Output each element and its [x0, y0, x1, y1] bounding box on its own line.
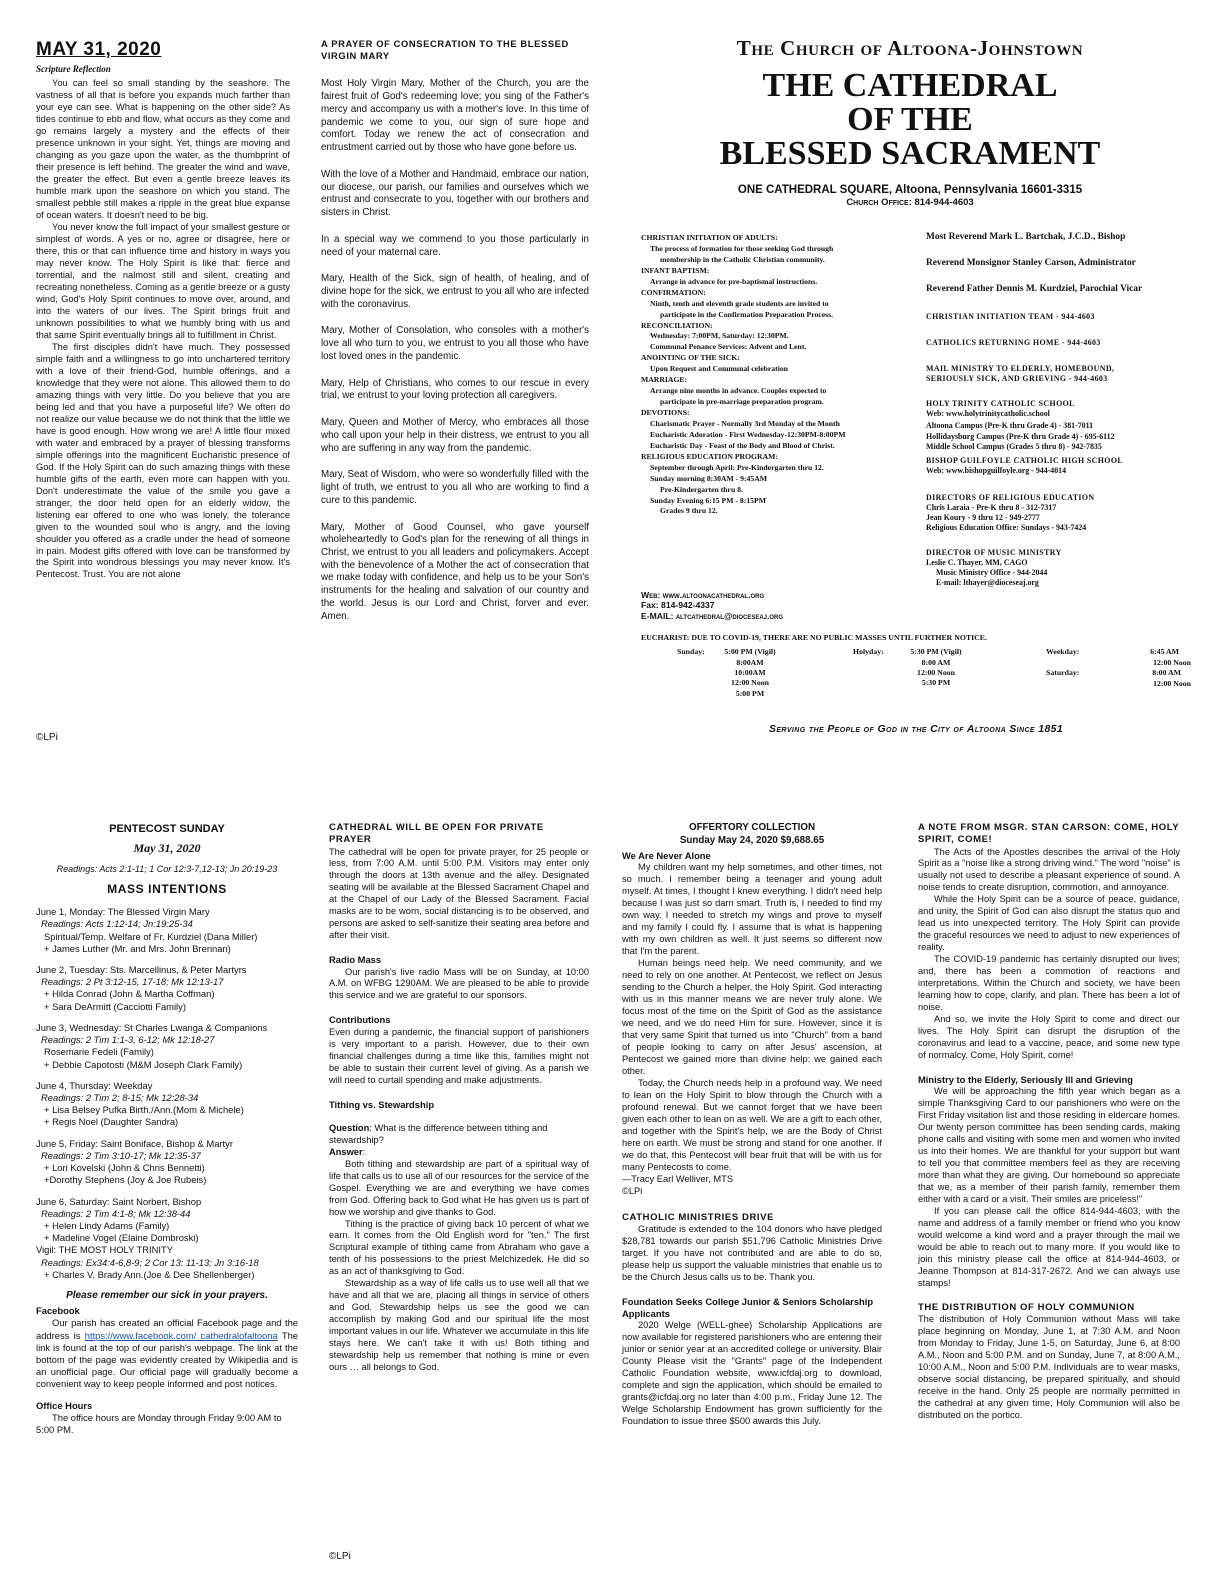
- prayer-paragraph: Mary, Mother of Consolation, who consoles with a mother's love all who turn to you, we entrust to you all those who have lost loved ones in the pandemic.: [321, 325, 589, 362]
- ministries-drive-heading: CATHOLIC MINISTRIES DRIVE: [622, 1211, 775, 1223]
- fax-number: Fax: 814-942-4337: [641, 600, 715, 611]
- never-alone-heading: We Are Never Alone: [622, 850, 711, 862]
- office-hours-heading: Office Hours: [36, 1399, 93, 1411]
- info-detail: Arrange nine months in advance. Couples expected to: [650, 386, 827, 396]
- never-alone-credit: ©LPi: [622, 1185, 643, 1196]
- vigil-readings: Readings: Ex34:4-6,8-9; 2 Cor 13: 11-13; Jn 3:16-18: [41, 1256, 259, 1268]
- prayer-paragraph: Mary, Seat of Wisdom, who were so wonderfully filled with the light of truth, we entrust to you all who are working to find a cure to this pandemic.: [321, 469, 589, 506]
- intention-item: Spiritual/Temp. Welfare of Fr. Kurdziel (Dana Miller): [44, 930, 258, 942]
- info-heading: DEVOTIONS:: [641, 408, 690, 417]
- facebook-heading: Facebook: [36, 1305, 80, 1317]
- prayer-paragraph: In a special way we commend to you those particularly in need of your maternal care.: [321, 233, 589, 258]
- never-alone-text: Human beings need help. We need community, and we need to rely on one another. At Pentecost, we reflect on Jesus sending to the Church a helper, the Holy Spirit. God interacting with us in this manner means we are never truly alone. We focus most of the time on the Spirit of God as the assistance we need, and we do need Him for sure. However, since it is that very same Spirit that turned us into "Church" from a band of people looking to carry on after Jesus' ascension, at Pentecost we gained more than divine help: we gained each other.: [622, 958, 882, 1077]
- mass-intention-day: [36, 1138, 298, 1187]
- staff-line: CATHOLICS RETURNING HOME - 944-4603: [926, 337, 1101, 347]
- elderly-ministry-heading: Ministry to the Elderly, Seriously Ill and Grieving: [918, 1074, 1133, 1086]
- cathedral-title-line: THE CATHEDRAL: [762, 67, 1058, 104]
- info-heading: CONFIRMATION:: [641, 287, 706, 297]
- intention-day-title: June 4, Thursday: Weekday: [36, 1079, 153, 1091]
- vigil-intention: + Charles V. Brady Ann.(Joe & Dee Shellenberger): [44, 1268, 255, 1280]
- mass-intention-day: [36, 964, 298, 1013]
- mass-time: 5:00 PM (Vigil): [724, 647, 776, 657]
- info-detail: Arrange in advance for pre-baptismal instructions.: [650, 276, 818, 286]
- feast-date: May 31, 2020: [133, 841, 201, 856]
- staff-line: E-mail: lthayer@dioceseaj.org: [936, 578, 1039, 588]
- intention-item: Rosemarie Fedeli (Family): [44, 1046, 154, 1058]
- staff-line: SERIOUSLY SICK, AND GRIEVING - 944-4603: [926, 374, 1108, 384]
- info-heading: RECONCILIATION:: [641, 320, 713, 330]
- open-prayer-text: The cathedral will be open for private prayer, for 25 people or less, from 7:00 A.M. until 5:00 P.M. Visitors may enter only through the doors at 13th avenue and the alley. Designated seating will be available at the Blessed Sacrament Chapel and at the Chapel of our Lady of the Blessed Sacrament. Facial masks are to be worn, social distancing is to be observed, and persons are asked to self-sanitize their seating area before and after their visit.: [329, 846, 589, 941]
- intention-item: + Sara DeArmitt (Cacciotti Family): [44, 1000, 186, 1012]
- never-alone-author: —Tracy Earl Welliver, MTS: [622, 1173, 734, 1184]
- mass-intention-day: [36, 906, 298, 955]
- email-link[interactable]: E-MAIL: altcathedral@dioceseaj.org: [641, 610, 784, 621]
- mass-time: 5:30 PM (Vigil): [910, 647, 962, 657]
- mass-time: 8:00 AM: [1152, 668, 1181, 678]
- tithing-credit: ©LPi: [329, 1551, 351, 1562]
- radio-mass-text: Our parish's live radio Mass will be on Sunday, at 10:00 A.M. on WFBG 1290AM. We are pleased to be able to provide this service and we are grateful to our sponsors.: [329, 966, 589, 1001]
- prayer-paragraph: Mary, Health of the Sick, sign of health, of healing, and of divine hope for the sick, we entrust to you all who are infected with the coronavirus.: [321, 273, 589, 310]
- mass-intentions-column: [36, 822, 298, 1436]
- church-phone: Church Office: 814-944-4603: [846, 197, 974, 208]
- offertory-heading: OFFERTORY COLLECTION: [688, 822, 816, 833]
- pastor-note-heading: A NOTE FROM MSGR. STAN CARSON: COME, HOLY SPIRIT, COME!: [918, 822, 1180, 846]
- staff-line: Leslie C. Thayer, MM, CAGO: [926, 557, 1028, 567]
- mass-time: 12:00 Noon: [731, 678, 769, 688]
- staff-line: Most Reverend Mark L. Bartchak, J.C.D., Bishop: [926, 232, 1126, 242]
- staff-line: Jean Koury - 9 thru 12 - 949-2777: [926, 513, 1040, 523]
- intention-readings: Readings: Acts 1:12-14; Jn:19:25-34: [41, 918, 193, 930]
- intention-item: + Regis Noel (Daughter Sandra): [44, 1116, 179, 1128]
- staff-line: Music Ministry Office - 944-2044: [936, 568, 1048, 578]
- tithing-answer: Tithing is the practice of giving back 10 percent of what we earn. It comes from the Old English word for "ten." The first Scriptural example of tithing came from Abraham who gave a tenth of his possessions to the priest Melchizedek. He did so as an act of thanksgiving to God.: [329, 1218, 589, 1277]
- intention-day-title: June 3, Wednesday: St Charles Lwanga & Companions: [36, 1021, 268, 1033]
- tithing-answer: Stewardship as a way of life calls us to use well all that we have and all that we are, placing all things in service of others and God. Stewardship helps us see the good we can accomplish by making God and our spiritual life the most important values in our life. Whatever we accumulate in this life stays here. We can't take it with us! Both tithing and stewardship help us remember that nothing is mine or even ours … all belongs to God.: [329, 1278, 589, 1373]
- sacraments-info: [641, 233, 917, 517]
- intention-item: + Debbie Capotosti (M&M Joseph Clark Family): [44, 1058, 243, 1070]
- staff-line: Chris Laraia - Pre-K thru 8 - 312-7317: [926, 502, 1057, 512]
- answer-label: Answer: [329, 1146, 363, 1157]
- reflection-paragraph: You never know the full impact of your smallest gesture or simplest of words. A yes or no, agree or disagree, here or there, this or that can influence time and history in ways you may never know. The Holy Spirit is like that: fierce and torrential, and the nalmost still and silent, creating and recreating nonetheless. Coming as a gentle breeze or a gusty wind, God's Holy Spirit continues to move over, around, and into the waters of our lives. The Spirit brings fruit and unknown possibilities to what we humbly bring with us and that same Spirit eventually brings all to fulfillment in Christ.: [36, 221, 290, 340]
- staff-line: MAIL MINISTRY TO ELDERLY, HOMEBOUND,: [926, 364, 1115, 374]
- info-heading: RELIGIOUS EDUCATION PROGRAM:: [641, 451, 778, 461]
- tithing-answer-label: [329, 1147, 589, 1159]
- eucharist-notice: EUCHARIST: DUE TO COVID-19, THERE ARE NO PUBLIC MASSES UNTIL FURTHER NOTICE.: [641, 633, 987, 642]
- parish-notices-column: [329, 822, 589, 1374]
- info-detail: Eucharistic Adoration - First Wednesday-12:30PM-8:00PM: [650, 429, 846, 439]
- answer-colon: :: [362, 1146, 366, 1157]
- office-hours-text: The office hours are Monday through Friday 9:00 AM to 5:00 PM.: [36, 1411, 282, 1436]
- info-detail: membership in the Catholic Christian community.: [660, 254, 825, 264]
- info-heading: INFANT BAPTISM:: [641, 265, 710, 275]
- feast-title: PENTECOST SUNDAY: [109, 823, 225, 835]
- info-heading: ANOINTING OF THE SICK:: [641, 353, 740, 363]
- sunday-times: [707, 647, 793, 699]
- info-detail: Communal Penance Services: Advent and Lent.: [650, 342, 807, 352]
- info-detail: The process of formation for those seeking God through: [650, 243, 834, 253]
- elderly-ministry-text: If you can please call the office 814-944-4603, with the name and address of a family member or friend who you know would welcome a kind word and a prayer through the mail we would be able to reach out to many more. If you would like to join this ministry please call the office at 814-944-4603, or Jeanne Thompson at 814-317-2672. And we can always use stamps!: [918, 1206, 1180, 1289]
- pastor-note-text: The COVID-19 pandemic has certainly disrupted our lives; and, there has been a commotion of reactions and interpretations. Within the Church and society, we have been learning how to cope, clarify, and plan. There has been a lot of noise.: [918, 954, 1180, 1013]
- staff-line: Web: www.holytrinitycatholic.school: [926, 408, 1050, 418]
- mass-intention-day: [36, 1080, 298, 1129]
- prayer-paragraph: Mary, Help of Christians, who comes to our rescue in every trial, we entrust to your loving protection all caregivers.: [321, 377, 589, 402]
- intention-day-title: June 5, Friday: Saint Boniface, Bishop & Martyr: [36, 1137, 233, 1149]
- staff-line: HOLY TRINITY CATHOLIC SCHOOL: [926, 398, 1075, 408]
- staff-line: Hollidaysburg Campus (Pre-K thru Grade 4) - 695-6112: [926, 431, 1115, 441]
- info-detail: Charismatic Prayer - Normally 3rd Monday of the Month: [650, 418, 840, 428]
- mass-time: 12:00 Noon: [1153, 657, 1191, 667]
- info-detail: Pre-Kindergarten thru 8.: [660, 484, 743, 494]
- intention-item: + Lisa Belsey Pufka Birth./Ann.(Mom & Michele): [44, 1104, 244, 1116]
- mass-intention-day: [36, 1196, 298, 1245]
- bulletin-date: MAY 31, 2020: [36, 39, 162, 60]
- website-link[interactable]: Web: www.altoonacathedral.org: [641, 590, 765, 600]
- facebook-text-tail: The link is found at the top of our parish's webpage. The link at the bottom of the page was evidently created by Wikipedia and is an unofficial page. Our official page will gradually become a convenient way to keep people informed and post notices.: [36, 1329, 298, 1390]
- diocese-title: The Church of Altoona-Johnstown: [736, 36, 1084, 60]
- feast-readings: Readings: Acts 2:1-11; 1 Cor 12:3-7,12-13; Jn 20:19-23: [56, 863, 278, 874]
- intention-day-title: June 1, Monday: The Blessed Virgin Mary: [36, 906, 210, 918]
- sunday-label: Sunday:: [677, 647, 705, 657]
- scholarship-text: 2020 Welge (WELL-ghee) Scholarship Applications are now available for registered parishioners who are entering their junior or senior year at an accredited college or university. Blair County Please visit the "Grants" page of the Independent Catholic Foundation website, www.icfdaj.org to download, complete and sign the application, which should be emailed to grants@icfdaj.org no later than 4:00 p.m., Friday June 12. The Welge Scholarship Endowment has grown sufficiently for the Foundation to issue three $500 awards this July.: [622, 1320, 882, 1427]
- communion-text: The distribution of Holy Communion without Mass will take place beginning on Monday, June 1, at 7:30 A.M. and Noon from Monday to Friday, June 1-5, on Saturday, June 6, at 8:00 A.M., Noon and 5:00 P.M. and on Sunday, June 7, at 8:00 A.M., 10:00 A.M., Noon and 5:00 P.M. Individuals are to wear masks, observe social distancing, be prepared spiritually, and should receive in the hand. Only 25 people are normally permitted in the cathedral at any given time, Holy Communion will also be distributed on the portico.: [918, 1314, 1180, 1421]
- intention-day-title: June 2, Tuesday: Sts. Marcellinus, & Peter Martyrs: [36, 964, 247, 976]
- serving-tagline: Serving the People of God in the City of Altoona Since 1851: [769, 724, 1063, 735]
- intention-readings: Readings: 2 Tim 1:1-3, 6-12; Mk 12:18-27: [41, 1034, 215, 1046]
- tithing-question: [329, 1123, 589, 1147]
- mass-time: 5:30 PM: [921, 678, 951, 688]
- intention-item: + Helen Lindy Adams (Family): [44, 1219, 170, 1231]
- intention-day-title: June 6, Saturday: Saint Norbert, Bishop: [36, 1195, 202, 1207]
- remember-sick: Please remember our sick in your prayers.: [66, 1290, 268, 1302]
- saturday-label: Saturday:: [1046, 668, 1080, 678]
- prayer-paragraph: Mary, Queen and Mother of Mercy, who embraces all those who call upon your help in their distress, we entrust to you all who are suffering in any way from the pandemic.: [321, 417, 589, 454]
- offertory-total: Sunday May 24, 2020 $9,688.65: [679, 834, 825, 846]
- staff-line: BISHOP GUILFOYLE CATHOLIC HIGH SCHOOL: [926, 456, 1124, 466]
- mass-time: 12:00 Noon: [1153, 678, 1191, 688]
- contact-block: [641, 590, 921, 621]
- reflection-credit: ©LPi: [36, 732, 58, 743]
- facebook-text: [36, 1317, 298, 1390]
- staff-line: Reverend Father Dennis M. Kurdziel, Parochial Vicar: [926, 284, 1143, 295]
- info-detail: Eucharistic Day - Feast of the Body and Blood of Christ.: [650, 440, 835, 450]
- cathedral-title-line: BLESSED SACRAMENT: [719, 135, 1101, 172]
- scholarship-heading: Foundation Seeks College Junior & Seniors Scholarship Applicants: [622, 1296, 874, 1320]
- vigil-day: Vigil: THE MOST HOLY TRINITY: [36, 1244, 174, 1256]
- mass-time: 8:00 AM: [921, 657, 951, 667]
- intention-item: + Madeline Vogel (Elaine Dombroski): [44, 1232, 199, 1244]
- info-detail: September through April: Pre-Kindergarten thru 12.: [650, 462, 824, 472]
- eucharist-schedule: [641, 633, 1191, 719]
- never-alone-text: My children want my help sometimes, and other times, not so much. I remember being a teenager and young adult myself. At times, I thought I knew everything. I didn't need help because I was just so darn smart. Truth is, I needed to find my own way. I needed to stretch my wings and prove to myself and my family I could fly. I assume that is what is happening with my own children as well. It just seems so different now that I'm the parent.: [622, 862, 882, 957]
- staff-directory: [926, 231, 1188, 589]
- church-address: ONE CATHEDRAL SQUARE, Altoona, Pennsylvania 16601-3315: [737, 184, 1083, 196]
- weekday-label: Weekday:: [1046, 647, 1080, 657]
- contributions-text: Even during a pandemic, the financial support of parishioners is very important to a parish. However, due to their own financial challenges during a time like this, families might not be able to sustain their current level of giving. As a parish we will need to curtail spending and make adjustments.: [329, 1026, 589, 1085]
- info-heading: MARRIAGE:: [641, 375, 688, 385]
- reflection-paragraph: The first disciples didn't have much. They possessed simple faith and a willingness to go into unchartered territory with a love of their friend-God, humble offerings, and a knowledge that they were not alone. This allowed them to do amazing things with very little. Do you believe that you are being led and that you have a purposeful life? We often do not realize our value because we do not think that the little we have is good enough. How wrong we are! A little flour mixed with water and embraced by a prayer of blessing transforms simple offerings into the magnificent Eucharistic presence of God. If the Holy Spirit can do such amazing things with these humble gifts of the earth, even more can happen with you. Don't underestimate the value of the smile you gave a stranger, the door held open for an elderly widow, the listening ear offered to one who was lonely, the tolerance given to the wounded soul who is angry, and the loving shoulder you offered as a cradle under the head of someone in pain. Modest gifts offered with love can be transformed by the Spirit into wondrous blessings you may never know. It's Pentecost. Trust. You are not alone: [36, 341, 290, 580]
- mass-time: 10:00AM: [734, 668, 766, 678]
- info-detail: Grades 9 thru 12.: [660, 506, 718, 516]
- prayer-paragraph: Mary, Mother of Good Counsel, who gave yourself wholeheartedly to God's plan for the renewing of all things in Christ, we entrust to you all leaders and policymakers. Accept with the benevolence of a Mother the act of consecration that we make today with confidence, and help us to be your Son's instruments for the healing and salvation of our country and the world. Jesus is our Lord and Christ, forver and ever. Amen.: [321, 521, 589, 622]
- info-detail: Wednesday: 7:00PM, Saturday: 12:30PM.: [650, 331, 789, 341]
- staff-line: Religious Education Office: Sundays - 943-7424: [926, 523, 1087, 533]
- info-heading: CHRISTIAN INITIATION OF ADULTS:: [641, 233, 778, 242]
- staff-line: DIRECTOR OF MUSIC MINISTRY: [926, 547, 1062, 557]
- staff-line: Web: www.bishopguilfoyle.org - 944-4014: [926, 466, 1067, 476]
- question-label: Question: [329, 1122, 370, 1133]
- facebook-link[interactable]: https://www.facebook.com/ cathedralofaltoona: [84, 1329, 278, 1341]
- staff-line: Middle School Campus (Grades 5 thru 8) - 942-7835: [926, 441, 1102, 451]
- question-text: : What is the difference between tithing and stewardship?: [329, 1122, 548, 1145]
- scripture-reflection-subtitle: Scripture Reflection: [36, 63, 111, 74]
- info-detail: Sunday Evening 6:15 PM - 8:15PM: [650, 495, 766, 505]
- staff-line: Reverend Monsignor Stanley Carson, Administrator: [926, 258, 1136, 269]
- ministries-drive-text: Gratitude is extended to the 104 donors who have pledged $28,781 towards our parish $51,796 Catholic Ministries Drive target. If you have not contributed and are able to do so, please help us support the valuable ministries that enable us to be the Church Jesus calls us to be. Thank you.: [622, 1224, 882, 1283]
- info-detail: participate in the Confirmation Preparation Process.: [660, 309, 834, 319]
- staff-line: Altoona Campus (Pre-K thru Grade 4) - 381-7011: [926, 421, 1094, 431]
- open-prayer-heading: CATHEDRAL WILL BE OPEN FOR PRIVATE PRAYER: [329, 822, 544, 846]
- tithing-heading: Tithing vs. Stewardship: [329, 1098, 435, 1110]
- intention-readings: Readings: 2 Pt 3:12-15, 17-18; Mk 12:13-17: [41, 976, 224, 988]
- mass-time: 6:45 AM: [1150, 647, 1179, 657]
- info-detail: participate in pre-marriage preparation program.: [660, 397, 824, 407]
- intention-item: + Hilda Conrad (John & Martha Coffman): [44, 988, 215, 1000]
- mass-intentions-list: [36, 906, 298, 1244]
- prayer-column: [321, 38, 589, 623]
- info-detail: Upon Request and Communal celebration: [650, 364, 788, 374]
- cathedral-title-line: OF THE: [847, 101, 973, 138]
- contributions-heading: Contributions: [329, 1014, 391, 1026]
- reflection-paragraph: You can feel so small standing by the seashore. The vastness of all that is before you expands much farther than your eye can see. What is happening on the other side? As tides continue to ebb and flow, what occurs as they come and go remains largely a mystery and the effects of their presence unknown in your sight. Yet, things are moving and changing as you gaze upon the water, as the thumbprint of their presence is left behind. The greater the wind and wave, the greater the effect. But even a gentle breeze leaves its humble mark upon the seashore on which you stand. The smallest pebble still makes a ripple in the great blue expanse of ocean waters. It doesn't need to be big.: [36, 78, 290, 220]
- pastor-note-text: While the Holy Spirit can be a source of peace, guidance, and unity, the Spirit of God can also disrupt the status quo and lead us into unexpected territory. The Holy Spirit can provide the graceful resources we need to adjust to new experiences of reality.: [918, 894, 1180, 953]
- prayer-paragraph: Most Holy Virgin Mary, Mother of the Church, you are the fairest fruit of God's redeeming love; you sing of the Father's mercy and accompany us with a mother's love. In this time of pandemic we come to you, our sign of sure hope and comfort. Today we renew the act of consecration and entrustment carried out by those who have gone before us.: [321, 78, 589, 154]
- intention-readings: Readings: 2 Tim 3:10-17; Mk 12:35-37: [41, 1149, 201, 1161]
- saturday-times: [1091, 668, 1191, 689]
- church-masthead: [630, 36, 1190, 208]
- prayer-paragraph: With the love of a Mother and Handmaid, embrace our nation, our diocese, our parish, our families and ourselves which we entrust and consecrate to you, together with our brothers and sisters in Christ.: [321, 168, 589, 219]
- pastor-note-column: [918, 822, 1180, 1422]
- weekday-times: [1091, 647, 1191, 668]
- mass-time: 8:00AM: [736, 657, 764, 667]
- mass-time: 5:00 PM: [735, 688, 765, 698]
- staff-line: DIRECTORS OF RELIGIOUS EDUCATION: [926, 492, 1095, 502]
- mass-intentions-heading: MASS INTENTIONS: [107, 881, 227, 896]
- offertory-column: [622, 822, 882, 1428]
- radio-mass-heading: Radio Mass: [329, 954, 382, 966]
- elderly-ministry-text: We will be approaching the fifth year which began as a simple Thanksgiving Card to our parishioners who were on the First Friday visitation list and those residing in eldercare homes. Our twenty person committee has been sending cards, making phone calls and visiting with some men and women who invited us into their homes. We are thankful for your support but want to tell you that committee members feel as they are receiving more than what they are giving. Our homebound so appreciate that we, as a member of their parish family, remember them either with a card or a visit. Their smiles are priceless!": [918, 1086, 1180, 1205]
- intention-item: +Dorothy Stephens (Joy & Joe Rubeis): [44, 1174, 207, 1186]
- communion-heading: THE DISTRIBUTION OF HOLY COMMUNION: [918, 1302, 1135, 1314]
- info-detail: Ninth, tenth and eleventh grade students are invited to: [650, 298, 829, 308]
- holyday-times: [886, 647, 986, 688]
- mass-time: 12:00 Noon: [917, 668, 955, 678]
- pastor-note-text: The Acts of the Apostles describes the arrival of the Holy Spirit as a "noise like a strong driving wind." The word "noise" is usually not used to describe a pleasant experience of sound. A noise tends to create disruption, commotion, and annoyance.: [918, 846, 1180, 893]
- tithing-answer: Both tithing and stewardship are part of a spiritual way of life that calls us to use all of our resources for the service of the Gospel. Everything we are and everything we have comes from God. Offering back to God what He has given us is part of how we worship and give thanks to God.: [329, 1158, 589, 1217]
- prayer-heading: A PRAYER OF CONSECRATION TO THE BLESSED VIRGIN MARY: [321, 38, 569, 62]
- pastor-note-text: And so, we invite the Holy Spirit to come and direct our lives. The Holy Spirit can disrupt the disruption of the coronavirus and lead to a vaccine, peace, and some new type of normalcy. Come, Holy Spirit, come!: [918, 1014, 1180, 1061]
- mass-intention-day: [36, 1022, 298, 1071]
- intention-item: + Lori Kovelski (John & Chris Bennetti): [44, 1162, 205, 1174]
- intention-readings: Readings: 2 Tim 2; 8-15; Mk 12:28-34: [41, 1092, 199, 1104]
- intention-readings: Readings: 2 Tim 4:1-8; Mk 12:38-44: [41, 1207, 191, 1219]
- facebook-text-lead: Our parish has created an official Facebook page and the address is: [36, 1317, 298, 1341]
- never-alone-text: Today, the Church needs help in a profound way. We need to lean on the Holy Spirit to blow through the Church with a profound renewal. But we cannot forget that we have been given each other to lean on as well. We are a gift to each other, and together with the Spirit's help, we are the Body of Christ here on earth. We must be strong and stand for one another. If we do that, this Pentecost will bear fruit that will be with us for many Pentecosts to come.: [622, 1078, 882, 1172]
- intention-item: + James Luther (Mr. and Mrs. John Brennan): [44, 942, 231, 954]
- scripture-reflection-column: [36, 38, 290, 581]
- staff-line: CHRISTIAN INITIATION TEAM - 944-4603: [926, 311, 1095, 321]
- info-detail: Sunday morning 8:30AM - 9:45AM: [650, 473, 768, 483]
- holyday-label: Holyday:: [853, 647, 884, 657]
